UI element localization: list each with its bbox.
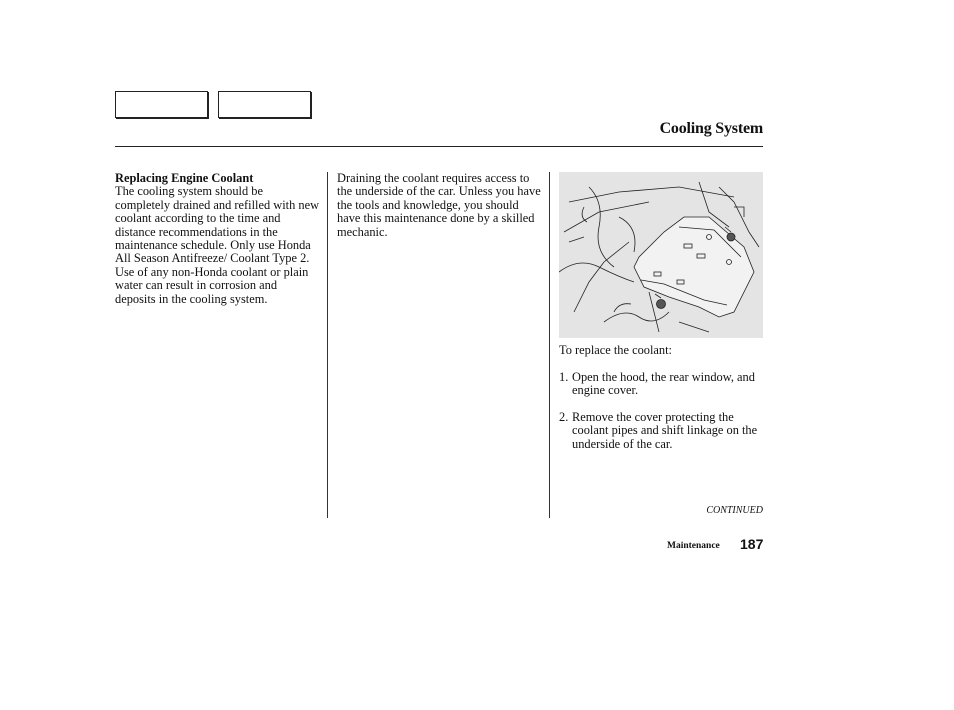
step-1 — [559, 371, 763, 398]
step-number: 1. — [559, 369, 569, 384]
nav-prev-button[interactable] — [115, 91, 208, 118]
column-1-body: The cooling system should be completely drained and refilled with new coolant according to the time and distance recommendations in the maintenance schedule. Only use Honda All Season Antifreeze/ Coolant Type 2. Use of any non-Honda coolant or plain water can result in corrosion and deposits in the cooling system. — [115, 184, 320, 306]
column-2 — [337, 172, 542, 239]
column-3 — [559, 344, 763, 451]
column-divider-1 — [327, 172, 328, 518]
header-rule — [115, 146, 763, 147]
column-2-body: Draining the coolant requires access to the underside of the car. Unless you have the tools and knowledge, you should have this maintenance done by a skilled mechanic. — [337, 171, 541, 239]
underbody-cover-illustration — [559, 172, 763, 338]
step-text: Remove the cover protecting the coolant pipes and shift linkage on the underside of the car. — [572, 410, 758, 451]
page-number: 187 — [740, 536, 764, 552]
page-title: Cooling System — [659, 120, 763, 137]
column-divider-2 — [549, 172, 550, 518]
step-text: Open the hood, the rear window, and engine cover. — [572, 369, 755, 398]
illustration-svg — [559, 172, 763, 338]
step-number: 2. — [559, 410, 569, 424]
continued-label: CONTINUED — [706, 505, 763, 516]
step-2 — [559, 411, 763, 451]
section-subhead: Replacing Engine Coolant — [115, 171, 254, 185]
footer-section-name: Maintenance — [667, 541, 720, 551]
column-1 — [115, 172, 320, 306]
procedure-intro: To replace the coolant: — [559, 343, 673, 357]
nav-next-button[interactable] — [218, 91, 311, 118]
